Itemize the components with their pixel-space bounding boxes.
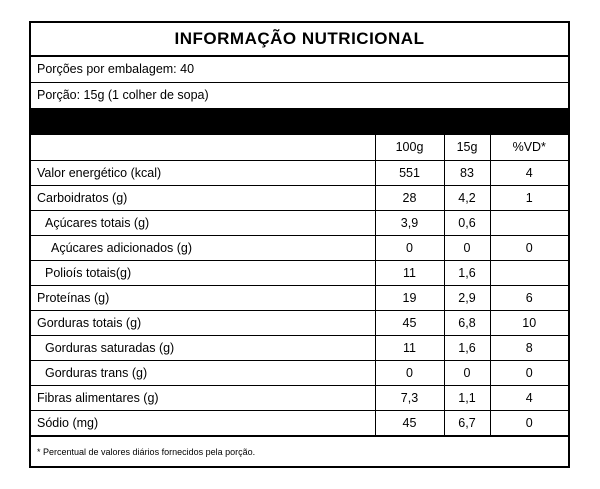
row-energy-vd: 4 bbox=[490, 160, 568, 185]
row-fiber-vd: 4 bbox=[490, 385, 568, 410]
row-trans-fat-label: Gorduras trans (g) bbox=[31, 360, 375, 385]
row-total-fat-100g: 45 bbox=[375, 310, 444, 335]
row-energy-100g: 551 bbox=[375, 160, 444, 185]
table-row bbox=[31, 160, 568, 185]
row-energy-15g: 83 bbox=[444, 160, 490, 185]
row-saturated-fat-vd: 8 bbox=[490, 335, 568, 360]
row-total-fat-label: Gorduras totais (g) bbox=[31, 310, 375, 335]
row-trans-fat-15g: 0 bbox=[444, 360, 490, 385]
table-row bbox=[31, 185, 568, 210]
row-sodium-vd: 0 bbox=[490, 410, 568, 435]
row-polyols-vd bbox=[490, 260, 568, 285]
table-row bbox=[31, 410, 568, 435]
row-total-sugars-15g: 0,6 bbox=[444, 210, 490, 235]
table-row bbox=[31, 385, 568, 410]
row-saturated-fat-15g: 1,6 bbox=[444, 335, 490, 360]
table-row bbox=[31, 310, 568, 335]
servings-per-package: Porções por embalagem: 40 bbox=[31, 57, 568, 83]
nutrition-table bbox=[31, 135, 568, 436]
table-row bbox=[31, 235, 568, 260]
footnote: * Percentual de valores diários fornecidos pela porção. bbox=[31, 436, 568, 468]
row-polyols-15g: 1,6 bbox=[444, 260, 490, 285]
row-total-sugars-label: Açúcares totais (g) bbox=[31, 210, 375, 235]
row-total-sugars-vd bbox=[490, 210, 568, 235]
panel-title: INFORMAÇÃO NUTRICIONAL bbox=[31, 23, 568, 57]
row-protein-100g: 19 bbox=[375, 285, 444, 310]
row-carbs-15g: 4,2 bbox=[444, 185, 490, 210]
row-fiber-label: Fibras alimentares (g) bbox=[31, 385, 375, 410]
nutrition-facts-panel bbox=[29, 21, 570, 468]
row-added-sugars-15g: 0 bbox=[444, 235, 490, 260]
table-row bbox=[31, 335, 568, 360]
table-row bbox=[31, 260, 568, 285]
row-saturated-fat-label: Gorduras saturadas (g) bbox=[31, 335, 375, 360]
table-row bbox=[31, 360, 568, 385]
row-fiber-100g: 7,3 bbox=[375, 385, 444, 410]
row-protein-15g: 2,9 bbox=[444, 285, 490, 310]
row-protein-vd: 6 bbox=[490, 285, 568, 310]
table-header-row bbox=[31, 135, 568, 160]
row-total-fat-15g: 6,8 bbox=[444, 310, 490, 335]
row-added-sugars-vd: 0 bbox=[490, 235, 568, 260]
header-15g: 15g bbox=[444, 135, 490, 160]
table-row bbox=[31, 210, 568, 235]
header-100g: 100g bbox=[375, 135, 444, 160]
row-sodium-label: Sódio (mg) bbox=[31, 410, 375, 435]
row-total-fat-vd: 10 bbox=[490, 310, 568, 335]
row-carbs-vd: 1 bbox=[490, 185, 568, 210]
row-saturated-fat-100g: 11 bbox=[375, 335, 444, 360]
table-row bbox=[31, 285, 568, 310]
row-trans-fat-vd: 0 bbox=[490, 360, 568, 385]
row-fiber-15g: 1,1 bbox=[444, 385, 490, 410]
row-polyols-label: Polioís totais(g) bbox=[31, 260, 375, 285]
row-trans-fat-100g: 0 bbox=[375, 360, 444, 385]
row-total-sugars-100g: 3,9 bbox=[375, 210, 444, 235]
row-sodium-15g: 6,7 bbox=[444, 410, 490, 435]
header-nutrient bbox=[31, 135, 375, 160]
row-carbs-100g: 28 bbox=[375, 185, 444, 210]
row-added-sugars-100g: 0 bbox=[375, 235, 444, 260]
row-protein-label: Proteínas (g) bbox=[31, 285, 375, 310]
header-vd: %VD* bbox=[490, 135, 568, 160]
divider-bar bbox=[31, 108, 568, 135]
row-carbs-label: Carboidratos (g) bbox=[31, 185, 375, 210]
row-polyols-100g: 11 bbox=[375, 260, 444, 285]
row-sodium-100g: 45 bbox=[375, 410, 444, 435]
serving-size: Porção: 15g (1 colher de sopa) bbox=[37, 88, 209, 102]
row-added-sugars-label: Açúcares adicionados (g) bbox=[31, 235, 375, 260]
row-energy-label: Valor energético (kcal) bbox=[31, 160, 375, 185]
